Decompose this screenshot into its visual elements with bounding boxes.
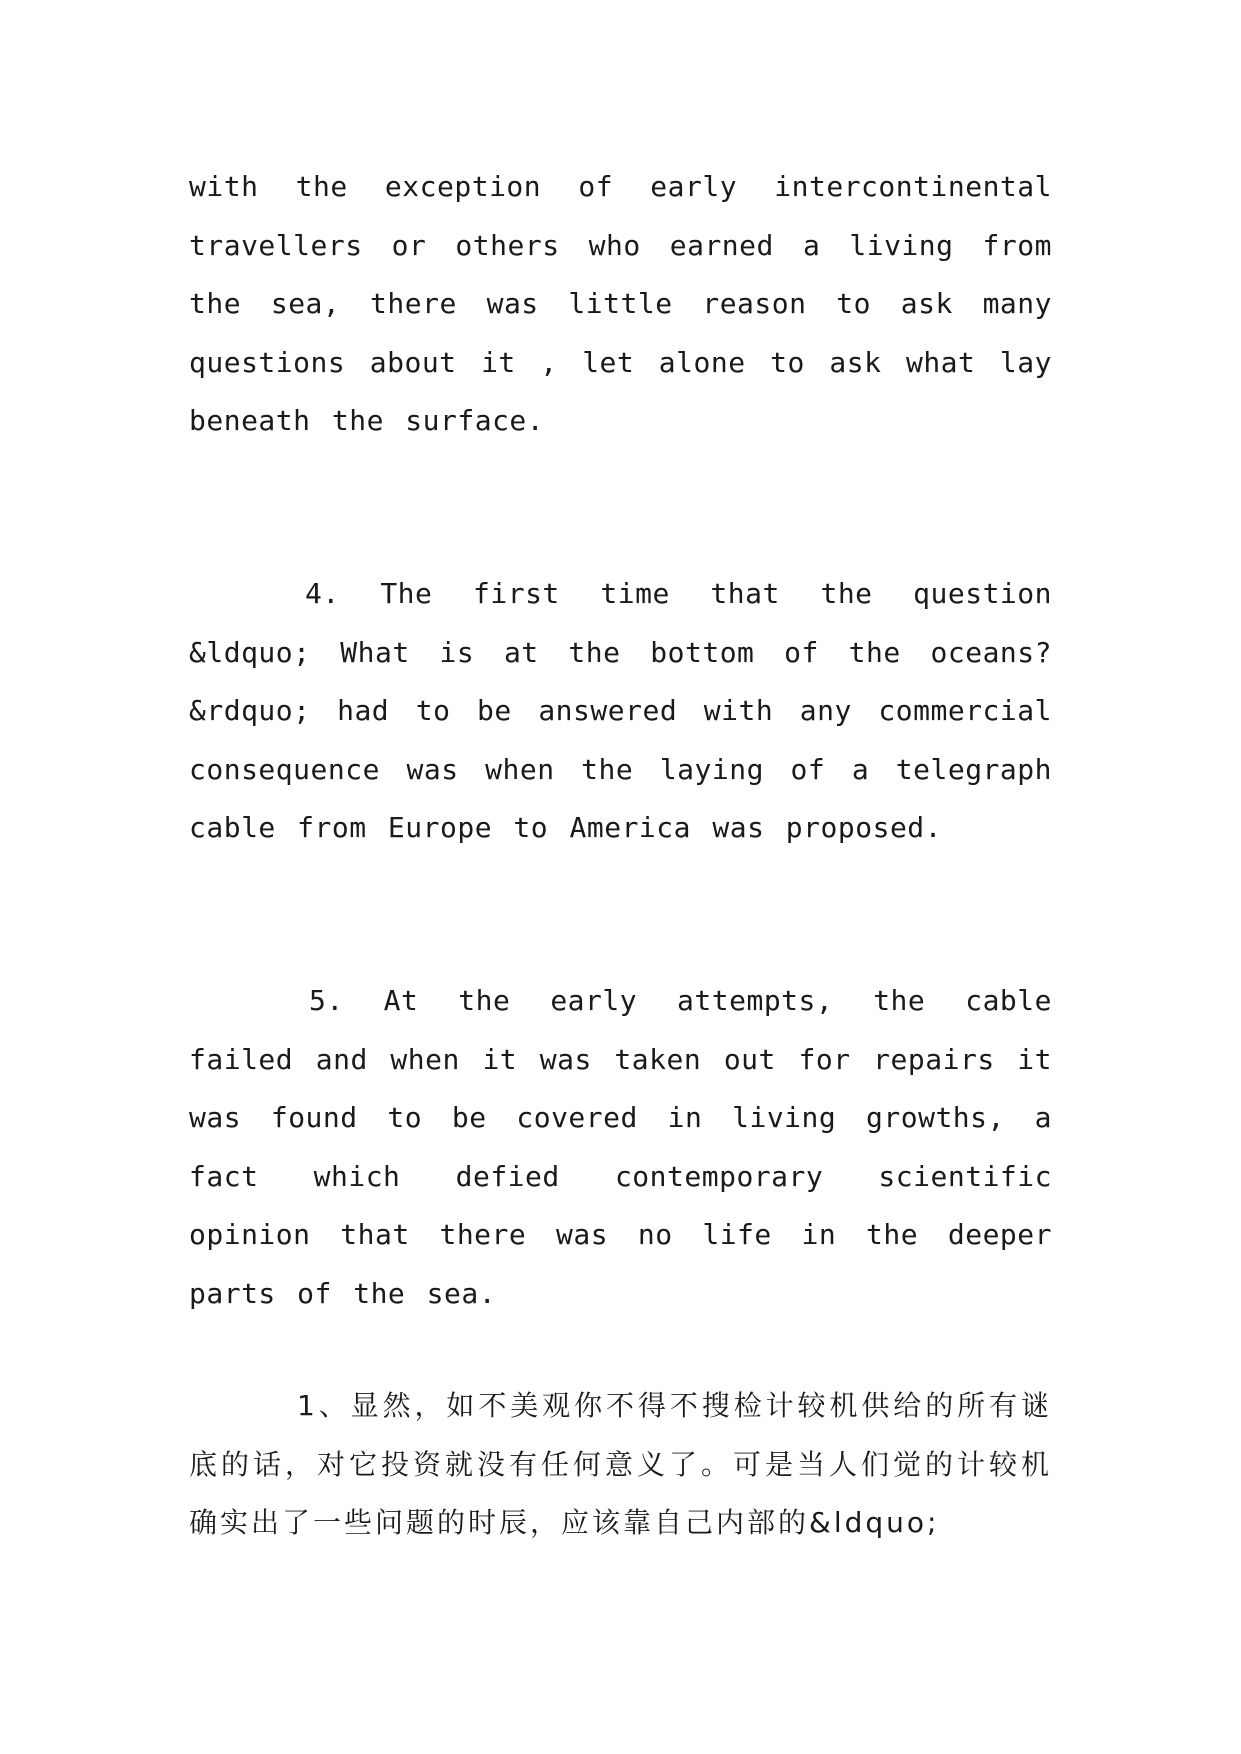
paragraph-5-living-growths: 5. At the early attempts, the cable failed and when it was taken out for repairs it was found to be covered in living growths, a fact which defied contemporary scientific opinion that there was no life in the deeper parts of the sea. — [189, 984, 1052, 1310]
paragraph-4-telegraph-cable: 4. The first time that the question &ldquo; What is at the bottom of the oceans?&rdquo; had to be answered with any commercial consequence was when the laying of a telegraph cable from Europe to America was proposed. — [189, 577, 1052, 844]
paragraph-1-chinese-computer: 1、显然，如不美观你不得不搜检计较机供给的所有谜底的话，对它投资就没有任何意义了。可是当人们觉的计较机确实出了一些问题的时辰，应该靠自己内部的&ldquo; — [189, 1389, 1052, 1539]
paragraph-sea-questions: with the exception of early intercontinental travellers or others who earned a living from the sea, there was little reason to ask many questions about it , let alone to ask what lay beneath the surface. — [189, 170, 1052, 437]
